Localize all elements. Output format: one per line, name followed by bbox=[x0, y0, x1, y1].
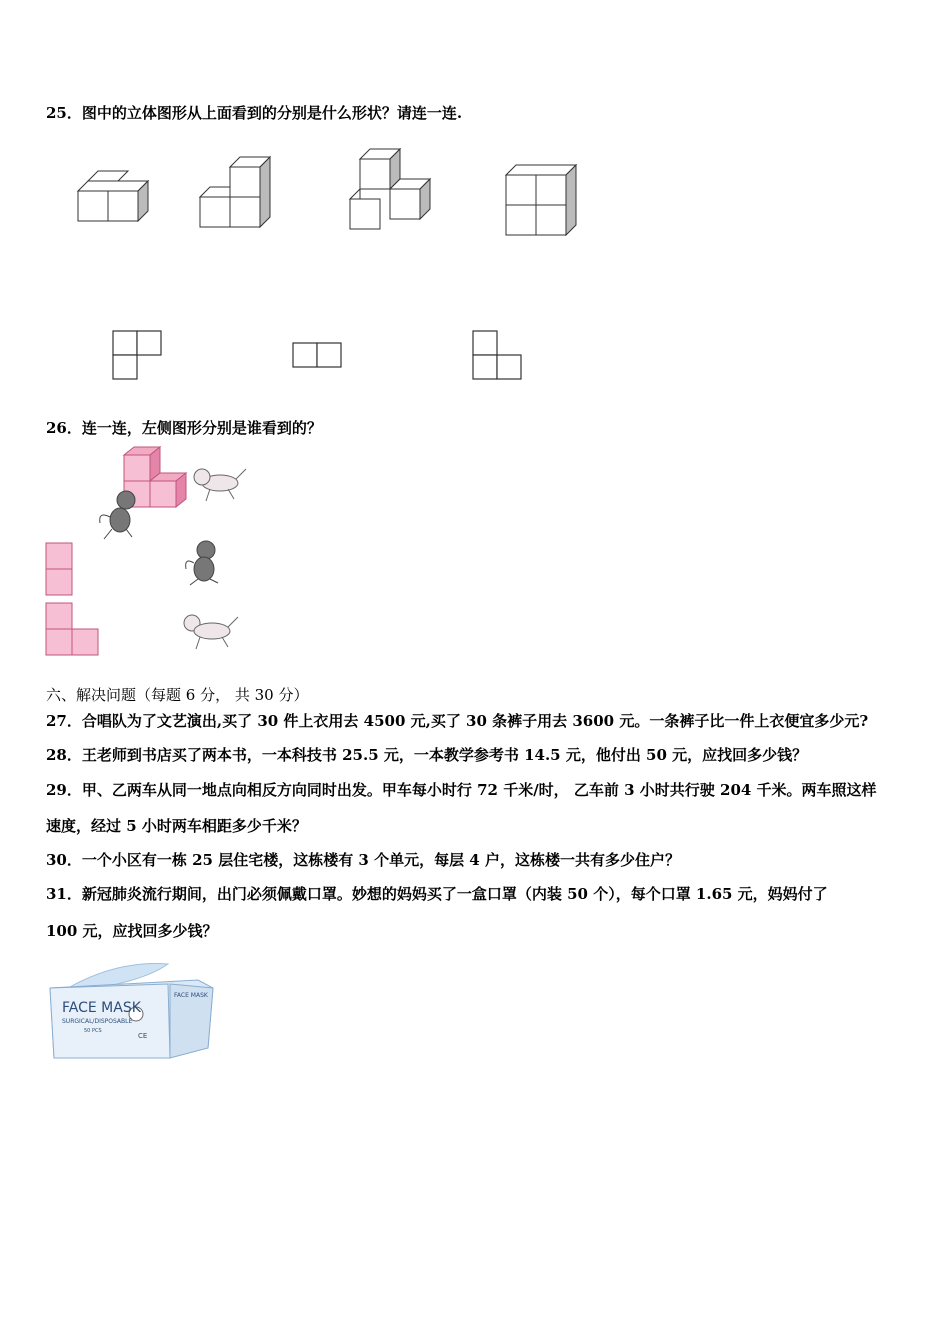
mask-box-count: 50 PCS bbox=[84, 1028, 102, 1034]
top-view-c bbox=[473, 331, 521, 379]
q25-solid-figures bbox=[70, 145, 590, 245]
face-mask-box-image bbox=[48, 958, 218, 1066]
q31-line2: 100 元，应找回多少钱？ bbox=[46, 922, 218, 940]
q25-text: 25．图中的立体图形从上面看到的分别是什么形状？请连一连. bbox=[46, 104, 463, 122]
q26-text: 26．连一连，左侧图形分别是谁看到的？ bbox=[46, 419, 322, 437]
q25-top-views bbox=[105, 325, 535, 385]
section6-title: 六、解决问题（每题 6 分， 共 30 分） bbox=[46, 686, 309, 704]
solid-figure-d bbox=[506, 165, 576, 235]
solid-figure-b bbox=[200, 157, 270, 227]
solid-figure-c bbox=[350, 149, 430, 229]
mask-box-label: FACE MASK bbox=[62, 1000, 141, 1016]
left-view-l-shape bbox=[46, 603, 98, 655]
mask-box-sub: SURGICAL/DISPOSABLE bbox=[62, 1018, 133, 1025]
q31-line1: 31．新冠肺炎流行期间，出门必须佩戴口罩。妙想的妈妈买了一盒口罩（内装 50 个），每个口罩 1.65 元，妈妈付了 bbox=[46, 885, 828, 903]
top-view-b bbox=[293, 343, 341, 367]
top-view-a bbox=[113, 331, 161, 379]
mask-box-side-label: FACE MASK bbox=[174, 992, 208, 999]
q28-text: 28．王老师到书店买了两本书，一本科技书 25.5 元，一本教学参考书 14.5 元，他付出 50 元，应找回多少钱？ bbox=[46, 746, 808, 764]
q27-text: 27．合唱队为了文艺演出,买了 30 件上衣用去 4500 元,买了 30 条裤子用去 3600 元。一条裤子比一件上衣便宜多少元? bbox=[46, 712, 869, 730]
monkey-icon bbox=[100, 491, 135, 539]
mask-box-mark: CE bbox=[138, 1032, 148, 1040]
q29-line2: 速度，经过 5 小时两车相距多少千米？ bbox=[46, 817, 307, 835]
dog-icon bbox=[184, 615, 238, 649]
solid-figure-a bbox=[78, 171, 148, 221]
dog-icon bbox=[194, 469, 246, 501]
q26-figures bbox=[40, 445, 260, 665]
q30-text: 30．一个小区有一栋 25 层住宅楼，这栋楼有 3 个单元，每层 4 户，这栋楼一共有多少住户？ bbox=[46, 851, 680, 869]
left-view-tall bbox=[46, 543, 72, 595]
monkey-icon bbox=[186, 541, 218, 585]
q29-line1: 29．甲、乙两车从同一地点向相反方向同时出发。甲车每小时行 72 千米/时， 乙车前 3 小时共行驶 204 千米。两车照这样 bbox=[46, 781, 877, 799]
